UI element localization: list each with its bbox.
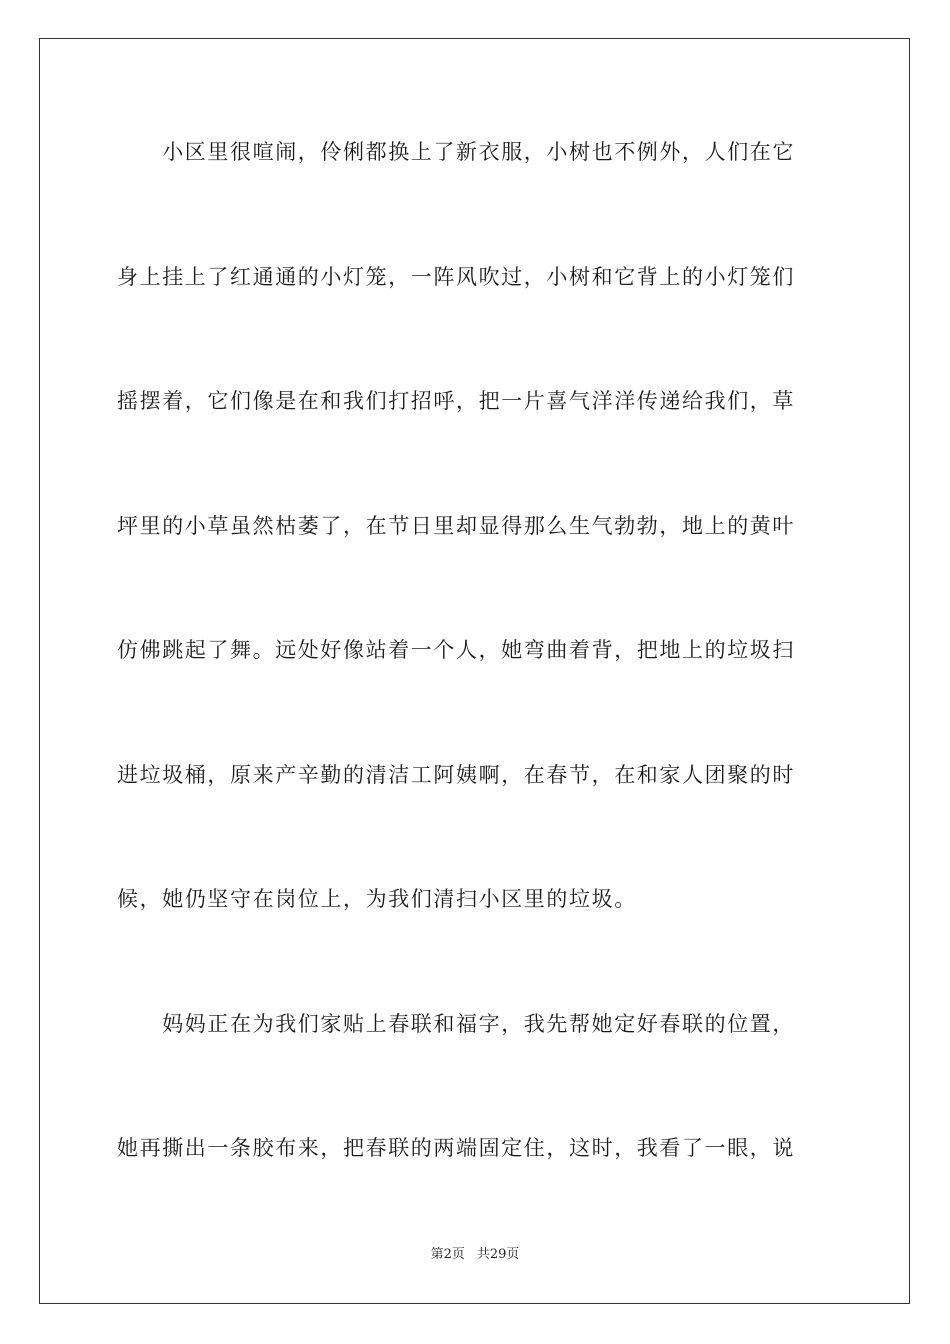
paragraph-line: 坪里的小草虽然枯萎了，在节日里却显得那么生气勃勃，地上的黄叶	[117, 514, 795, 538]
paragraph-line: 进垃圾桶，原来产辛勤的清洁工阿姨啊，在春节，在和家人团聚的时	[117, 763, 795, 787]
page-border	[39, 38, 910, 1304]
total-pages: 共29页	[476, 1247, 520, 1262]
paragraph-line: 她再撕出一条胶布来，把春联的两端固定住，这时，我看了一眼，说	[117, 1136, 795, 1160]
paragraph-line: 仿佛跳起了舞。远处好像站着一个人，她弯曲着背，把地上的垃圾扫	[117, 638, 795, 662]
paragraph-line: 妈妈正在为我们家贴上春联和福字，我先帮她定好春联的位置，	[117, 1012, 795, 1036]
paragraph-line: 候，她仍坚守在岗位上，为我们清扫小区里的垃圾。	[117, 887, 637, 911]
page-number: 第2页	[430, 1247, 465, 1262]
page-footer	[0, 1246, 950, 1264]
paragraph-line: 小区里很喧闹，伶俐都换上了新衣服，小树也不例外，人们在它	[117, 140, 795, 164]
paragraph-line: 身上挂上了红通通的小灯笼，一阵风吹过，小树和它背上的小灯笼们	[117, 265, 795, 289]
paragraph-line: 摇摆着，它们像是在和我们打招呼，把一片喜气洋洋传递给我们，草	[117, 389, 795, 413]
